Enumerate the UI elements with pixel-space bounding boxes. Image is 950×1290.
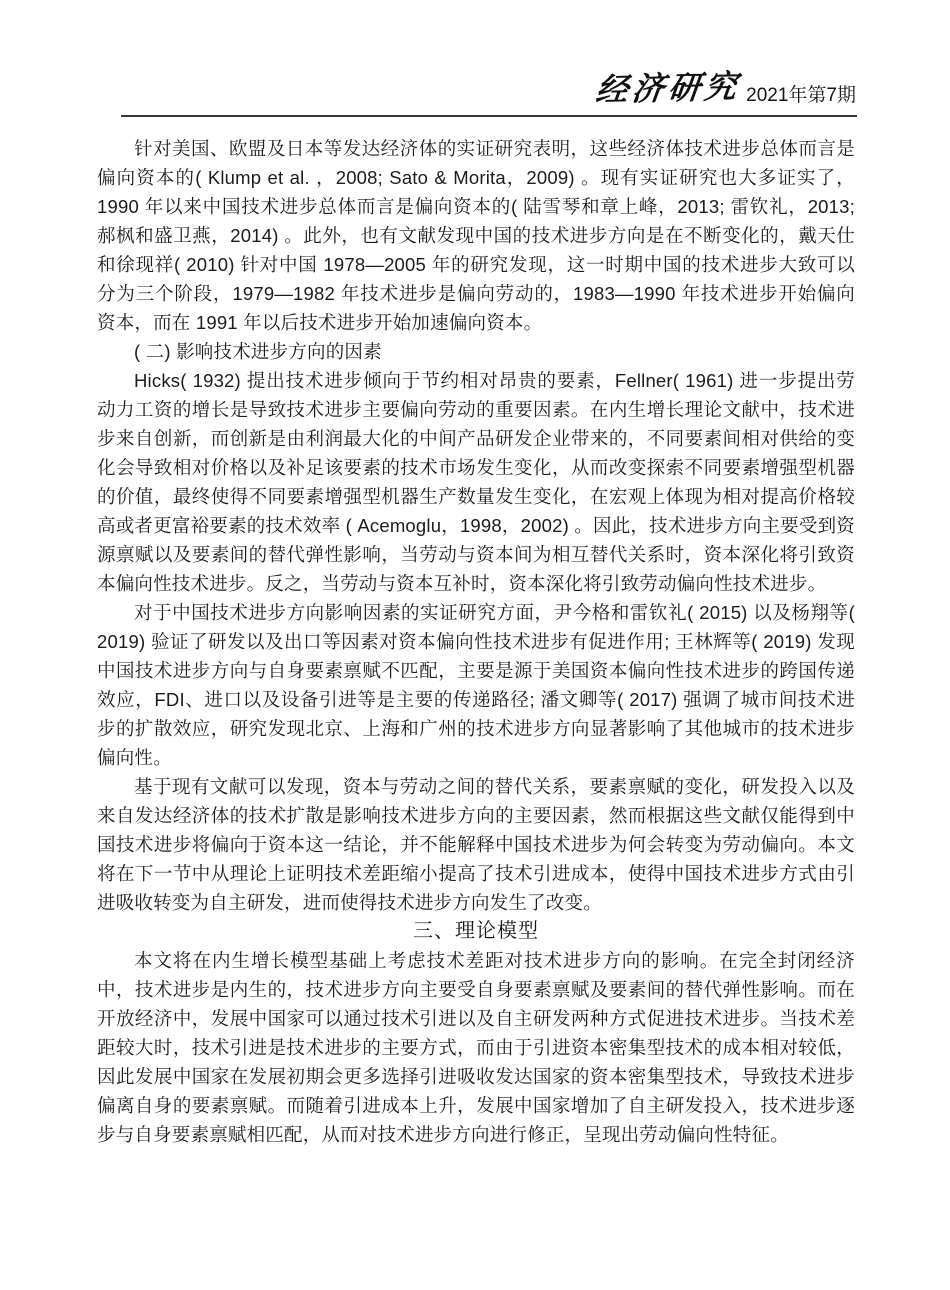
issue-label: 2021年第7期	[746, 85, 856, 106]
subheading-factors-of-direction: ( 二) 影响技术进步方向的因素	[134, 341, 382, 362]
paragraph-hicks-endogenous-growth: Hicks( 1932) 提出技术进步倾向于节约相对昂贵的要素，Fellner( 1961) 进一步提出劳动力工资的增长是导致技术进步主要偏向劳动的重要因素。在内生增长理论文献中，技术进步来自创新，而创新是由利润最大化的中间产品研发企业带来的，不同要素间相对供给的变化会导致相对价格以及补足该要素的技术市场发生变化，从而改变探索不同要素增强型机器的价值，最终使得不同要素增强型机器生产数量发生变化，在宏观上体现为相对提高价格较高或者更富裕要素的技术效率 ( Acemoglu，1998，2002) 。因此，技术进步方向主要受到资源禀赋以及要素间的替代弹性影响，当劳动与资本间为相互替代关系时，资本深化将引致资本偏向性技术进步。反之，当劳动与资本互补时，资本深化将引致劳动偏向性技术进步。	[97, 370, 855, 594]
article-body	[97, 134, 855, 1149]
journal-logo: 经济研究	[594, 67, 743, 109]
paragraph-model-overview: 本文将在内生增长模型基础上考虑技术差距对技术进步方向的影响。在完全封闭经济中，技术进步是内生的，技术进步方向主要受自身要素禀赋及要素间的替代弹性影响。而在开放经济中，发展中国家可以通过技术引进以及自主研发两种方式促进技术进步。当技术差距较大时，技术引进是技术进步的主要方式，而由于引进资本密集型技术的成本相对较低，因此发展中国家在发展初期会更多选择引进吸收发达国家的资本密集型技术，导致技术进步偏离自身的要素禀赋。而随着引进成本上升，发展中国家增加了自主研发投入，技术进步逐步与自身要素禀赋相匹配，从而对技术进步方向进行修正，呈现出劳动偏向性特征。	[97, 950, 855, 1145]
paragraph-advanced-economies-evidence: 针对美国、欧盟及日本等发达经济体的实证研究表明，这些经济体技术进步总体而言是偏向资本的( Klump et al. ，2008; Sato & Morita，2009) 。现有实证研究也大多证实了，1990 年以来中国技术进步总体而言是偏向资本的( 陆雪琴和章上峰，2013; 雷钦礼，2013; 郝枫和盛卫燕，2014) 。此外，也有文献发现中国的技术进步方向是在不断变化的，戴天仕和徐现祥( 2010) 针对中国 1978—2005 年的研究发现，这一时期中国的技术进步大致可以分为三个阶段，1979—1982 年技术进步是偏向劳动的，1983—1990 年技术进步开始偏向资本，而在 1991 年以后技术进步开始加速偏向资本。	[97, 138, 855, 333]
header-rule	[121, 115, 857, 117]
section-title-theory-model: 三、理论模型	[413, 920, 539, 942]
paragraph-china-empirical-studies: 对于中国技术进步方向影响因素的实证研究方面，尹今格和雷钦礼( 2015) 以及杨翔等( 2019) 验证了研发以及出口等因素对资本偏向性技术进步有促进作用; 王林辉等( 2019) 发现中国技术进步方向与自身要素禀赋不匹配，主要是源于美国资本偏向性技术进步的跨国传递效应，FDI、进口以及设备引进等是主要的传递路径; 潘文卿等( 2017) 强调了城市间技术进步的扩散效应，研究发现北京、上海和广州的技术进步方向显著影响了其他城市的技术进步偏向性。	[97, 602, 855, 768]
paragraph-literature-summary: 基于现有文献可以发现，资本与劳动之间的替代关系，要素禀赋的变化，研发投入以及来自发达经济体的技术扩散是影响技术进步方向的主要因素，然而根据这些文献仅能得到中国技术进步将偏向于资本这一结论，并不能解释中国技术进步为何会转变为劳动偏向。本文将在下一节中从理论上证明技术差距缩小提高了技术引进成本，使得中国技术进步方式由引进吸收转变为自主研发，进而使得技术进步方向发生了改变。	[97, 776, 855, 913]
page-header	[594, 67, 856, 109]
